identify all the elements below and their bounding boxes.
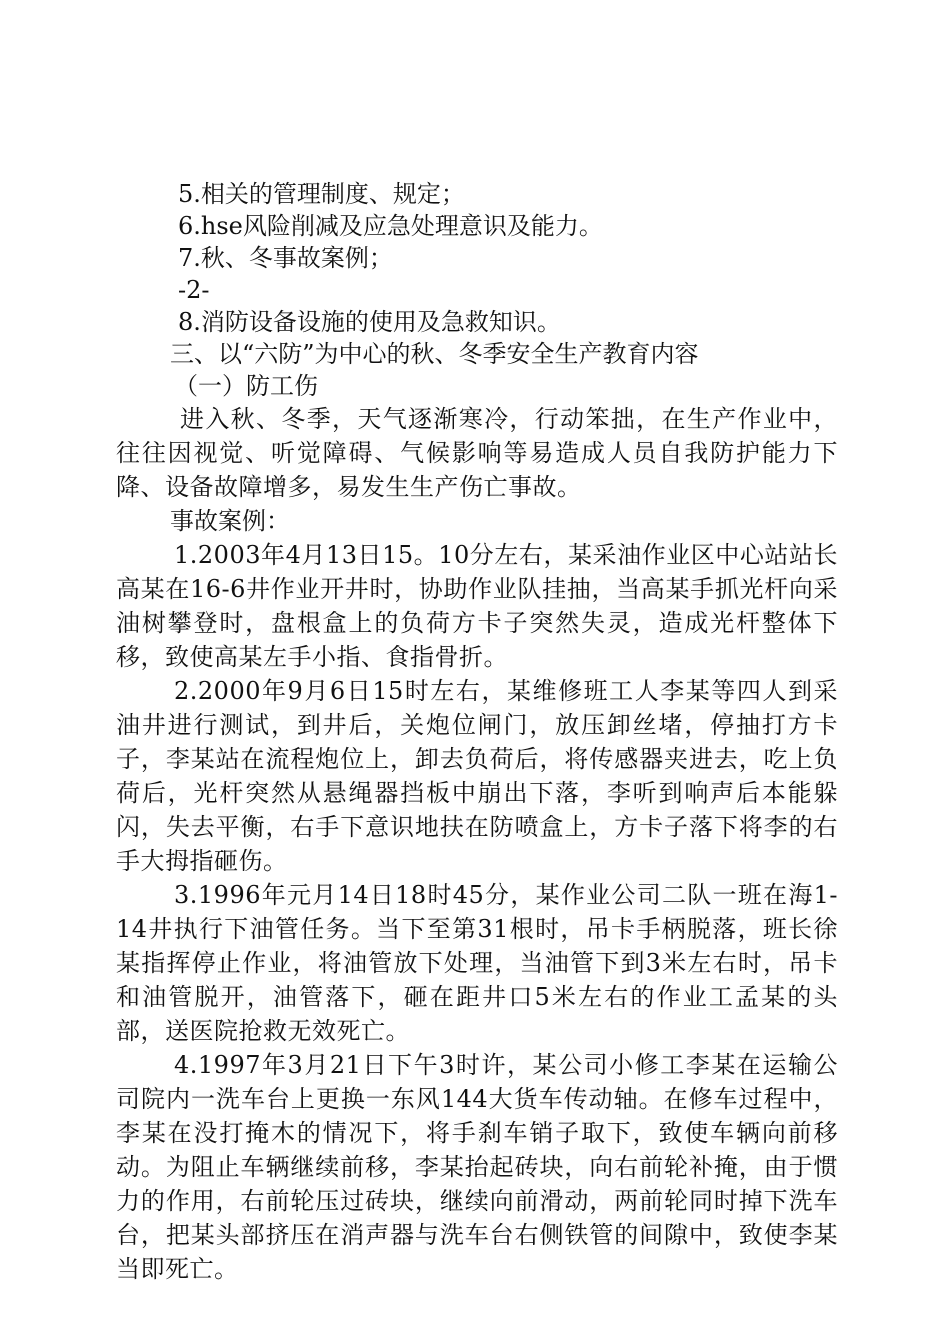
list-item-6: 6.hse风险削减及应急处理意识及能力。: [178, 212, 603, 240]
section-heading: 三、以“六防”为中心的秋、冬季安全生产教育内容: [170, 340, 699, 368]
case-paragraph-2: 2.2000年9月6日15时左右，某维修班工人李某等四人到采油井进行测试，到井后，关炮位闸门，放压卸丝堵，停抽打方卡子，李某站在流程炮位上，卸去负荷后，将传感器夹进去，吃上负荷后，光杆突然从悬绳器挡板中崩出下落，李听到响声后本能躲闪，失去平衡，右手下意识地扶在防喷盒上，方卡子落下将李的右手大拇指砸伤。: [116, 677, 838, 875]
list-item-5: 5.相关的管理制度、规定；: [178, 180, 465, 208]
case-paragraph-1: 1.2003年4月13日15。10分左右，某采油作业区中心站站长高某在16-6井作业开井时，协助作业队挂抽，当高某手抓光杆向采油树攀登时，盘根盒上的负荷方卡子突然失灵，造成光杆整体下移，致使高某左手小指、食指骨折。: [116, 541, 838, 671]
document-body: [116, 178, 838, 1286]
case-paragraph-3: 3.1996年元月14日18时45分，某作业公司二队一班在海1-14井执行下油管任务。当下至第31根时，吊卡手柄脱落，班长徐某指挥停止作业，将油管放下处理，当油管下到3米左右时，吊卡和油管脱开，油管落下，砸在距井口5米左右的作业工孟某的头部，送医院抢救无效死亡。: [116, 881, 838, 1045]
list-item-7: 7.秋、冬事故案例；: [178, 244, 393, 272]
case-paragraph-4: 4.1997年3月21日下午3时许，某公司小修工李某在运输公司院内一洗车台上更换一东风144大货车传动轴。在修车过程中，李某在没打掩木的情况下，将手刹车销子取下，致使车辆向前移动。为阻止车辆继续前移，李某抬起砖块，向右前轮补掩，由于惯力的作用，右前轮压过砖块，继续向前滑动，两前轮同时掉下洗车台，把某头部挤压在消声器与洗车台右侧铁管的间隙中，致使李某当即死亡。: [116, 1051, 838, 1283]
subsection-heading: （一）防工伤: [174, 372, 318, 400]
cases-label: 事故案例：: [170, 507, 290, 535]
intro-paragraph: 进入秋、冬季，天气逐渐寒冷，行动笨拙，在生产作业中，往往因视觉、听觉障碍、气候影响等易造成人员自我防护能力下降、设备故障增多，易发生生产伤亡事故。: [116, 405, 838, 501]
page-number-marker: -2-: [178, 276, 210, 304]
list-item-8: 8.消防设备设施的使用及急救知识。: [178, 308, 561, 336]
